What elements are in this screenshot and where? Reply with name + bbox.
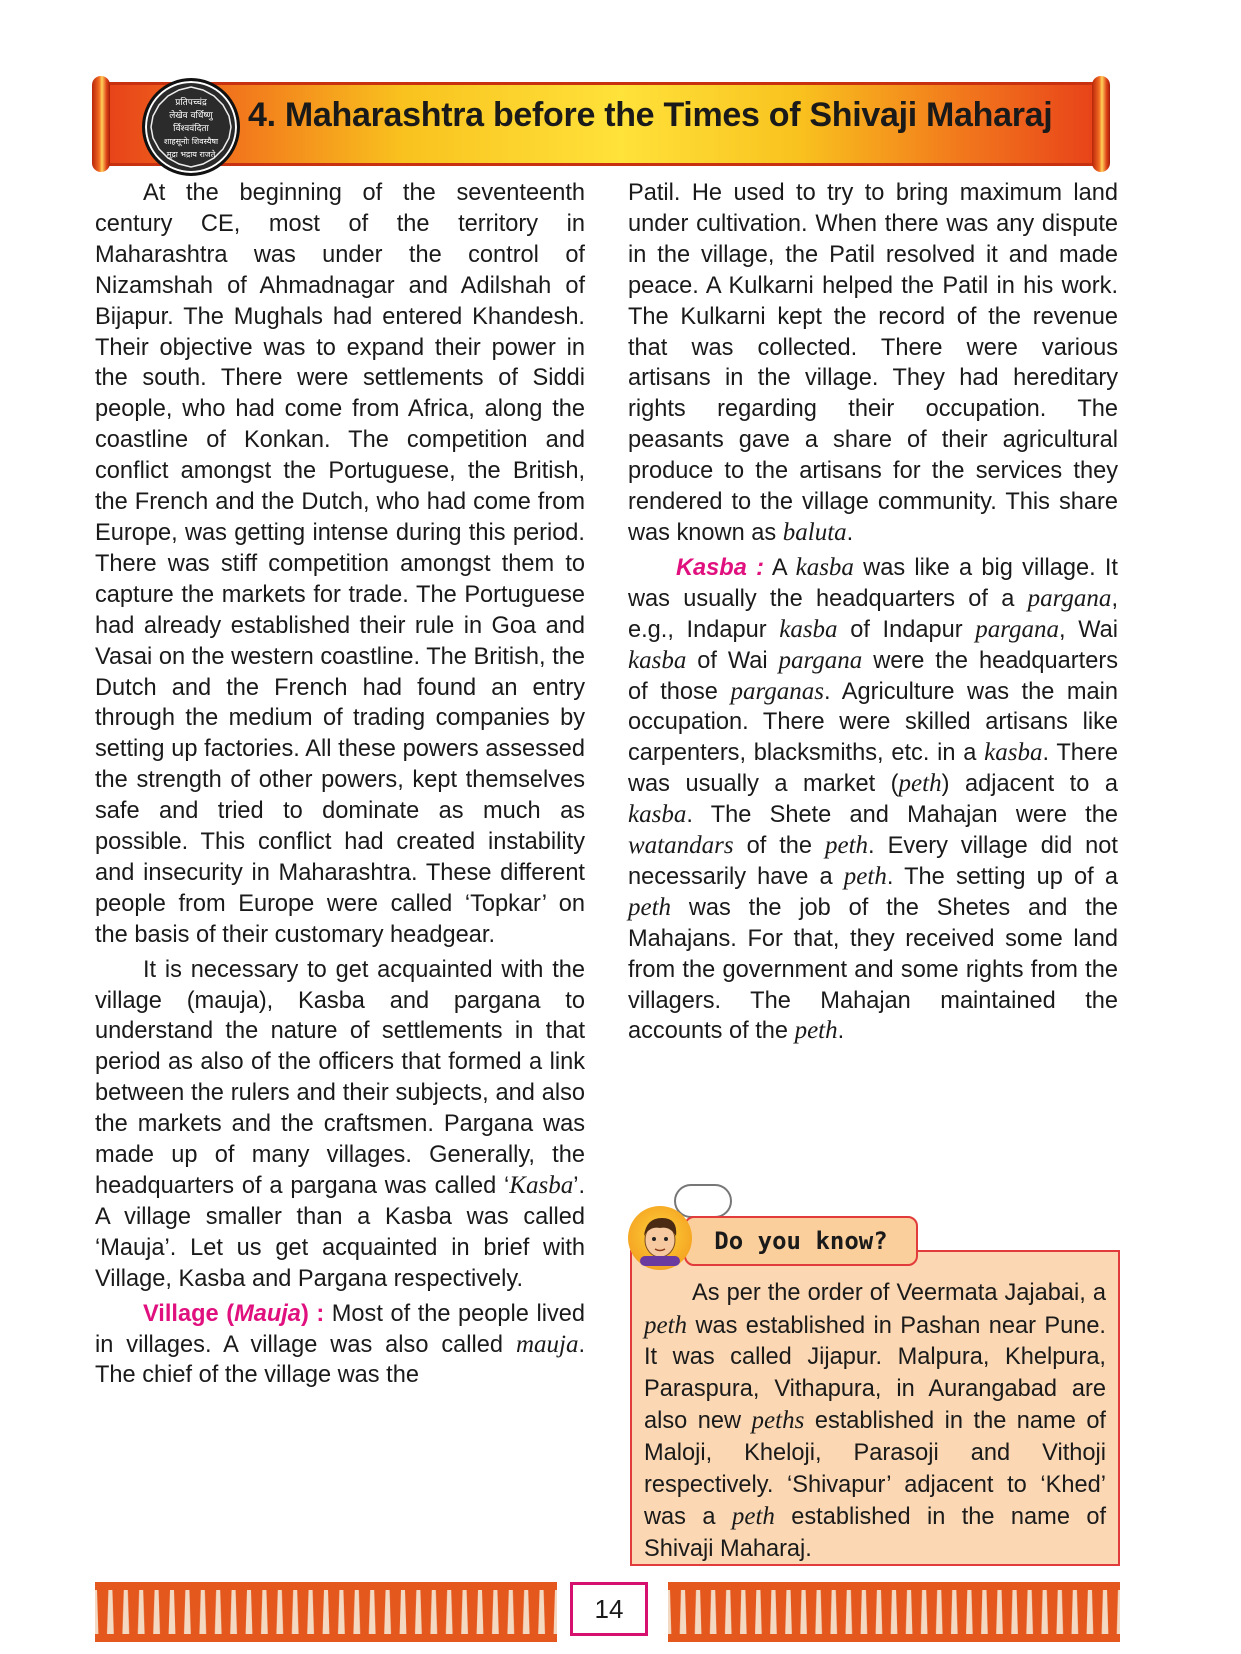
italic-term: peth [843,862,887,890]
kasba-heading [676,555,764,581]
text-run: . There was usually a market ( [628,740,1118,798]
italic-term: watandars [628,832,734,860]
text-run: . The setting up of a [886,863,1118,890]
italic-term: peths [751,1407,805,1435]
text-run: was established in Pashan near Pune. It was called Jijapur. Malpura, Khelpura, Paraspura, Vithapura, in Aurangabad are also new [644,1312,1106,1435]
italic-term: kasba [628,646,687,674]
seal-line-2: लेखेव वर्धिष्णु [169,111,213,121]
text-run: . The chief of the village was the [95,1331,585,1389]
text-run: ) adjacent to a [941,771,1118,798]
text-run: , Wai [1059,616,1118,643]
text-run: . [846,519,854,546]
italic-term: pargana [975,615,1060,643]
text-run: A [763,554,796,581]
text-run: were the headquarters of those [628,647,1118,705]
italic-term: kasba [779,615,838,643]
do-you-know-header [628,1198,918,1264]
royal-seal-icon [142,78,240,176]
village-heading [143,1301,324,1327]
italic-term: Kasba [509,1172,574,1199]
seal-line-3: र्विश्ववंदिता [173,124,209,134]
text-run: It is necessary to get acquainted with the village (mauja), Kasba and pargana to understand the nature of settlements in that period as also of the officers that formed a link between the rulers and their subjects, and also the markets and the craftsmen. Pargana was made up of many villages. Generally, the headquarters of a pargana was called ‘ [95,956,585,1199]
text-run: . Agriculture was the main occupation. There were skilled artisans like carpenters, blacksmiths, etc. in a [628,678,1118,767]
italic-term: kasba [628,801,687,829]
text-run: established in the name of Shivaji Maharaj. [644,1504,1106,1562]
italic-term: kasba [795,553,854,581]
text-run: . Every village did not necessarily have a [628,833,1118,890]
decorative-border-left [95,1582,557,1642]
text-run: of the [733,833,825,860]
decorative-border-right [668,1582,1120,1642]
scroll-roll-right [1092,76,1110,172]
italic-term: baluta [782,518,847,546]
italic-term: parganas [730,677,824,705]
village-continued-paragraph [628,178,1118,549]
seal-line-4: शाहसूनोः शिवस्यैषा [163,137,219,146]
italic-term: pargana [1027,584,1112,612]
intro-paragraph: At the beginning of the seventeenth century CE, most of the territory in Maharashtra was under the control of Nizamshah of Ahmadnagar and Adilshah of Bijapur. The Mughals had entered Khandesh. Their objective was to expand their power in the south. There were settlements of Siddi people, who had come from Africa, along the coastline of Konkan. The competition and conflict amongst the Portuguese, the British, the French and the Dutch, who had come from Europe, was getting intense during this period. There was stiff competition amongst them to capture the markets for trade. The Portuguese had already established their rule in Goa and Vasai on the western coastline. The British, the Dutch and the French had found an entry through the medium of trading companies by setting up factories. All these powers assessed the strength of other powers, kept themselves safe and tried to dominate as much as possible. This conflict had created instability and insecurity in Maharashtra. These different people from Europe were called ‘Topkar’ on the basis of their customary headgear. [95,180,585,948]
boy-graphic [634,1210,686,1266]
scroll-roll-left [92,76,110,172]
kasba-paragraph [628,553,1118,1048]
italic-term: pargana [778,646,863,674]
text-run: . [837,1018,845,1045]
seal-line-5: मुद्रा भद्राय राजते [166,150,216,159]
text-run: As per the order of Veermata Jajabai, a [692,1280,1106,1306]
text-run: of Wai [686,647,779,674]
italic-term: kasba [984,739,1043,767]
text-run: was the job of the Shetes and the Mahajans. For that, they received some land from the government and some rights from the villagers. The Mahajan maintained the accounts of the [628,894,1118,1045]
italic-term: peth [898,770,942,798]
italic-term: peth [731,1503,775,1531]
italic-term: peth [644,1311,688,1339]
text-run: ’. A village smaller than a Kasba was called ‘Mauja’. Let us get acquainted in brief with Village, Kasba and Pargana respectively. [95,1173,585,1292]
chapter-title: 4. Maharashtra before the Times of Shivaji Maharaj [248,96,1053,134]
right-column [628,178,1118,1047]
text-run: Most of the people lived in villages. A village was also called [95,1300,585,1358]
thinking-boy-icon [628,1206,692,1270]
heading-italic: Mauja [234,1300,301,1327]
text-run: was like a big village. It was usually the headquarters of a [628,554,1118,612]
italic-term: mauja [515,1330,579,1358]
italic-term: peth [794,1017,838,1045]
text-run: Patil. He used to try to bring maximum land under cultivation. When there was any dispute in the village, the Patil resolved it and made peace. A Kulkarni helped the Patil in his work. The Kulkarni kept the record of the revenue that was collected. There were various artisans in the village. They had hereditary rights regarding their occupation. The peasants gave a share of their agricultural produce to the artisans for the services they rendered to the village community. This share was known as [628,180,1118,546]
heading-italic: Kasba : [676,554,764,581]
heading-run: Village ( [143,1300,235,1327]
text-run: , e.g., Indapur [628,585,1118,643]
chapter-banner [92,76,1110,172]
seal-graphic [149,85,233,169]
heading-run: ) : [300,1300,325,1327]
italic-term: peth [628,893,672,921]
do-you-know-text [644,1278,1106,1565]
text-run: of Indapur [837,616,976,643]
seal-line-1: प्रतिपच्चंद्र [175,98,207,108]
italic-term: peth [825,832,869,860]
do-you-know-box [630,1250,1120,1566]
settlements-paragraph [95,955,585,1295]
text-run: established in the name of Maloji, Kheloji, Parasoji and Vithoji respectively. ‘Shivapur’ adjacent to ‘Khed’ was a [644,1408,1106,1531]
left-column [95,178,585,1391]
page-number: 14 [570,1582,648,1636]
village-paragraph [95,1299,585,1392]
do-you-know-label: Do you know? [684,1216,918,1266]
text-run: . The Shete and Mahajan were the [686,802,1118,829]
